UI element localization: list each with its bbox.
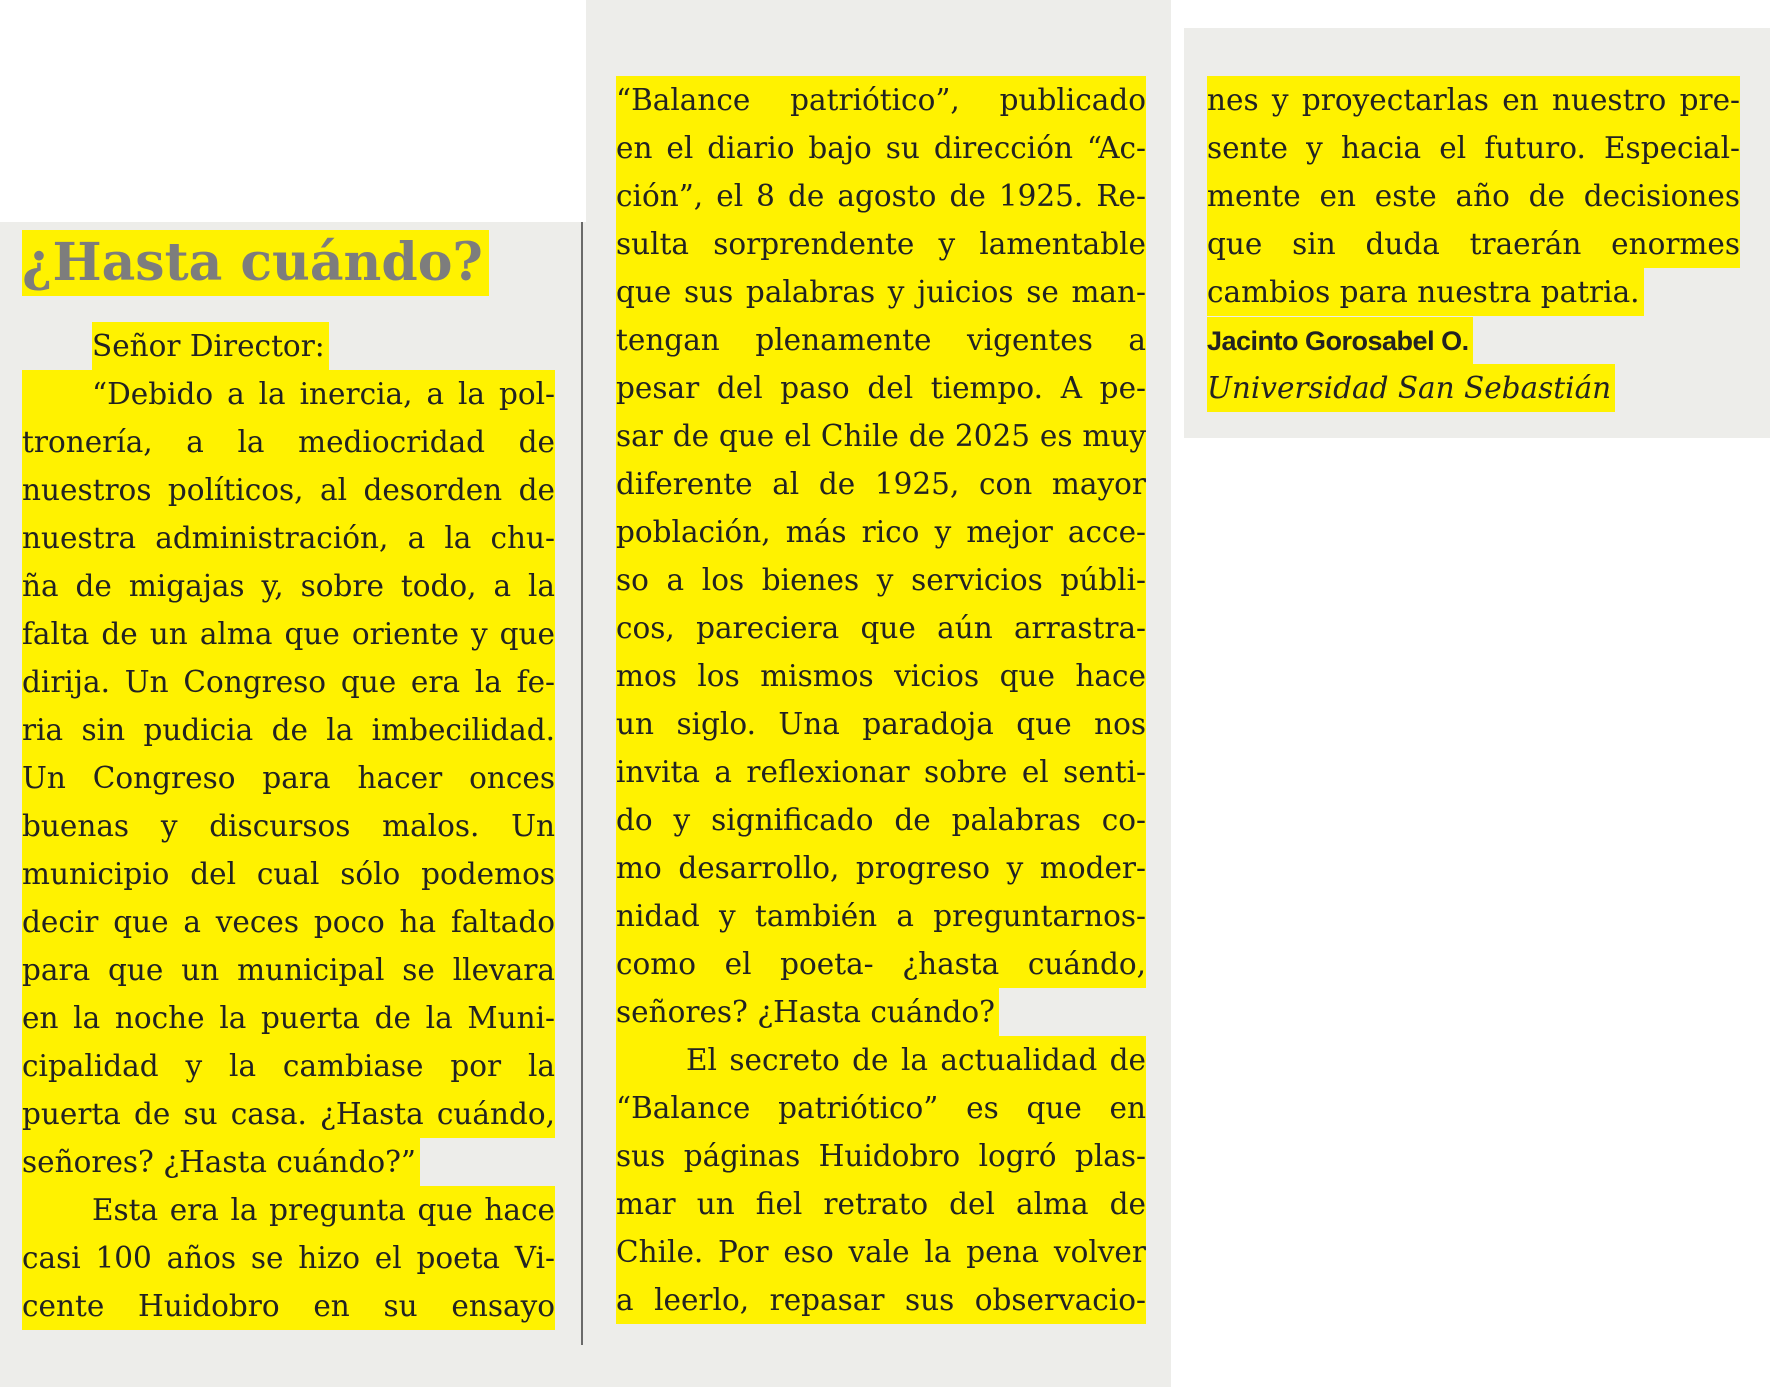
text-line: sente y hacia el futuro. Especial- [1207,131,1740,165]
signature-institution: Universidad San Sebastián [1207,364,1740,412]
text-line: so a los bienes y servicios públi- [616,563,1146,597]
text-line: mo desarrollo, progreso y moder- [616,851,1146,885]
text-line: tronería, a la mediocridad de [22,425,555,459]
text-line: como el poeta- ¿hasta cuándo, [616,947,1146,981]
text-line: decir que a veces poco ha faltado [22,905,555,939]
column-divider [581,222,583,1345]
text-line: cambios para nuestra patria. [1207,268,1740,316]
text-line: que sin duda traerán enormes [1207,227,1740,261]
text-line: nuestra administración, a la chu- [22,521,555,555]
text-line: pesar del paso del tiempo. A pe- [616,371,1146,405]
text-line: para que un municipal se llevara [22,953,555,987]
text-line: a leerlo, repasar sus observacio- [616,1283,1146,1317]
text-line: población, más rico y mejor acce- [616,515,1146,549]
column-3-text [1207,76,1740,268]
column-2-text [616,76,1146,988]
text-line: señores? ¿Hasta cuándo?” [22,1138,555,1186]
text-line: que sus palabras y juicios se man- [616,275,1146,309]
text-line: casi 100 años se hizo el poeta Vi- [22,1241,555,1275]
salutation: Señor Director: [22,322,555,370]
text-line: nuestros políticos, al desorden de [22,473,555,507]
text-line: “Debido a la inercia, a la pol- [92,377,555,411]
text-line: nes y proyectarlas en nuestro pre- [1207,83,1740,117]
text-line: municipio del cual sólo podemos [22,857,555,891]
letter-title: ¿Hasta cuándo? [22,230,489,296]
column-1-paragraph-2 [22,1186,555,1330]
text-line: mente en este año de decisiones [1207,179,1740,213]
text-line: mar un fiel retrato del alma de [616,1187,1146,1221]
text-line: falta de un alma que oriente y que [22,617,555,651]
text-line: cos, pareciera que aún arrastra- [616,611,1146,645]
text-line: cipalidad y la cambiase por la [22,1049,555,1083]
text-line: “Balance patriótico” es que en [616,1091,1146,1125]
text-line: señores? ¿Hasta cuándo? [616,988,1146,1036]
text-line: un siglo. Una paradoja que nos [616,707,1146,741]
column-1 [22,322,555,1330]
text-line: tengan plenamente vigentes a [616,323,1146,357]
text-line: sar de que el Chile de 2025 es muy [616,419,1146,453]
text-line: diferente al de 1925, con mayor [616,467,1146,501]
text-line: sulta sorprendente y lamentable [616,227,1146,261]
text-line: Esta era la pregunta que hace [92,1193,555,1227]
text-line: invita a reflexionar sobre el senti- [616,755,1146,789]
text-line: en la noche la puerta de la Muni- [22,1001,555,1035]
text-line: sus páginas Huidobro logró plas- [616,1139,1146,1173]
signature-name: Jacinto Gorosabel O. [1207,316,1740,364]
column-2 [616,76,1146,1324]
text-line: do y significado de palabras co- [616,803,1146,837]
text-line: puerta de su casa. ¿Hasta cuándo, [22,1097,555,1131]
text-line: Un Congreso para hacer onces [22,761,555,795]
text-line: ña de migajas y, sobre todo, a la [22,569,555,603]
text-line: dirija. Un Congreso que era la fe- [22,665,555,699]
column-3 [1207,76,1740,412]
text-line: en el diario bajo su dirección “Ac- [616,131,1146,165]
text-line: ción”, el 8 de agosto de 1925. Re- [616,179,1146,213]
text-line: nidad y también a preguntarnos- [616,899,1146,933]
text-line: “Balance patriótico”, publicado [616,83,1146,117]
text-line: Chile. Por eso vale la pena volver [616,1235,1146,1269]
text-line: mos los mismos vicios que hace [616,659,1146,693]
text-line: El secreto de la actualidad de [686,1043,1146,1077]
text-line: ria sin pudicia de la imbecilidad. [22,713,555,747]
text-line: cente Huidobro en su ensayo [22,1289,555,1323]
column-2-paragraph-2 [616,1036,1146,1324]
column-1-text [22,370,555,1138]
text-line: buenas y discursos malos. Un [22,809,555,843]
